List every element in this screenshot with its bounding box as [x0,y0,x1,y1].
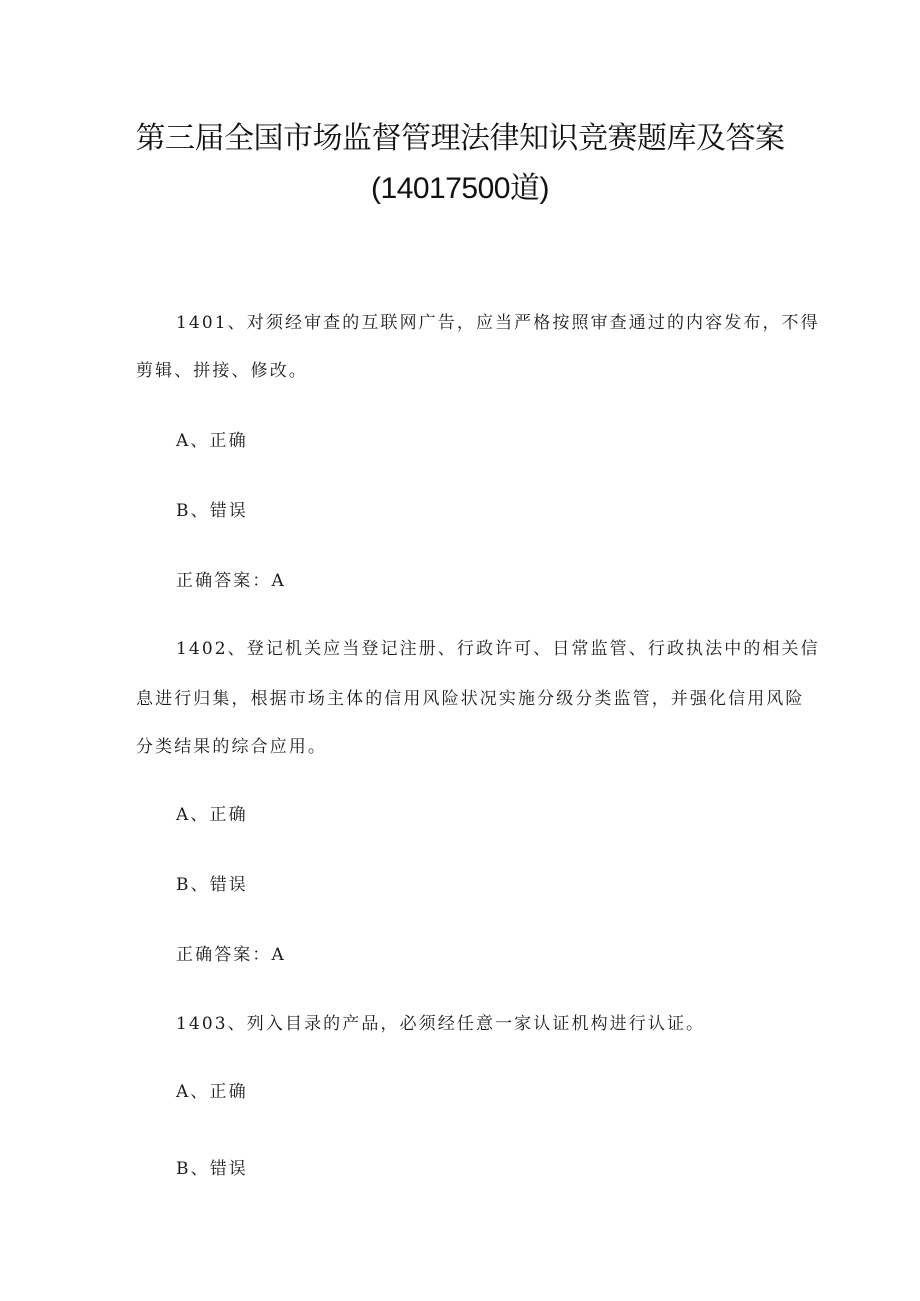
question-1403-option-a: A、正确 [176,1082,248,1102]
question-1402-answer: 正确答案：A [176,945,286,965]
document-title: 第三届全国市场监督管理法律知识竞赛题库及答案 [135,122,785,155]
question-1402-option-a: A、正确 [176,805,248,825]
question-1401-option-a: A、正确 [176,431,248,451]
question-1402-option-b: B、错误 [176,875,248,895]
question-1401-text-line-2: 剪辑、拼接、修改。 [136,361,308,381]
document-subtitle: (14017500道) [371,172,549,205]
question-1403-option-b: B、错误 [176,1159,248,1179]
question-1402-text-line-1: 1402、登记机关应当登记注册、行政许可、日常监管、行政执法中的相关信 [176,639,820,659]
question-1402-text-line-2: 息进行归集，根据市场主体的信用风险状况实施分级分类监管，并强化信用风险 [136,689,805,709]
question-1401-text-line-1: 1401、对须经审查的互联网广告，应当严格按照审查通过的内容发布，不得 [176,313,820,333]
question-1403-text-line-1: 1403、列入目录的产品，必须经任意一家认证机构进行认证。 [176,1014,706,1034]
question-1401-option-b: B、错误 [176,501,248,521]
question-1401-answer: 正确答案：A [176,571,286,591]
question-1402-text-line-3: 分类结果的综合应用。 [136,737,327,757]
